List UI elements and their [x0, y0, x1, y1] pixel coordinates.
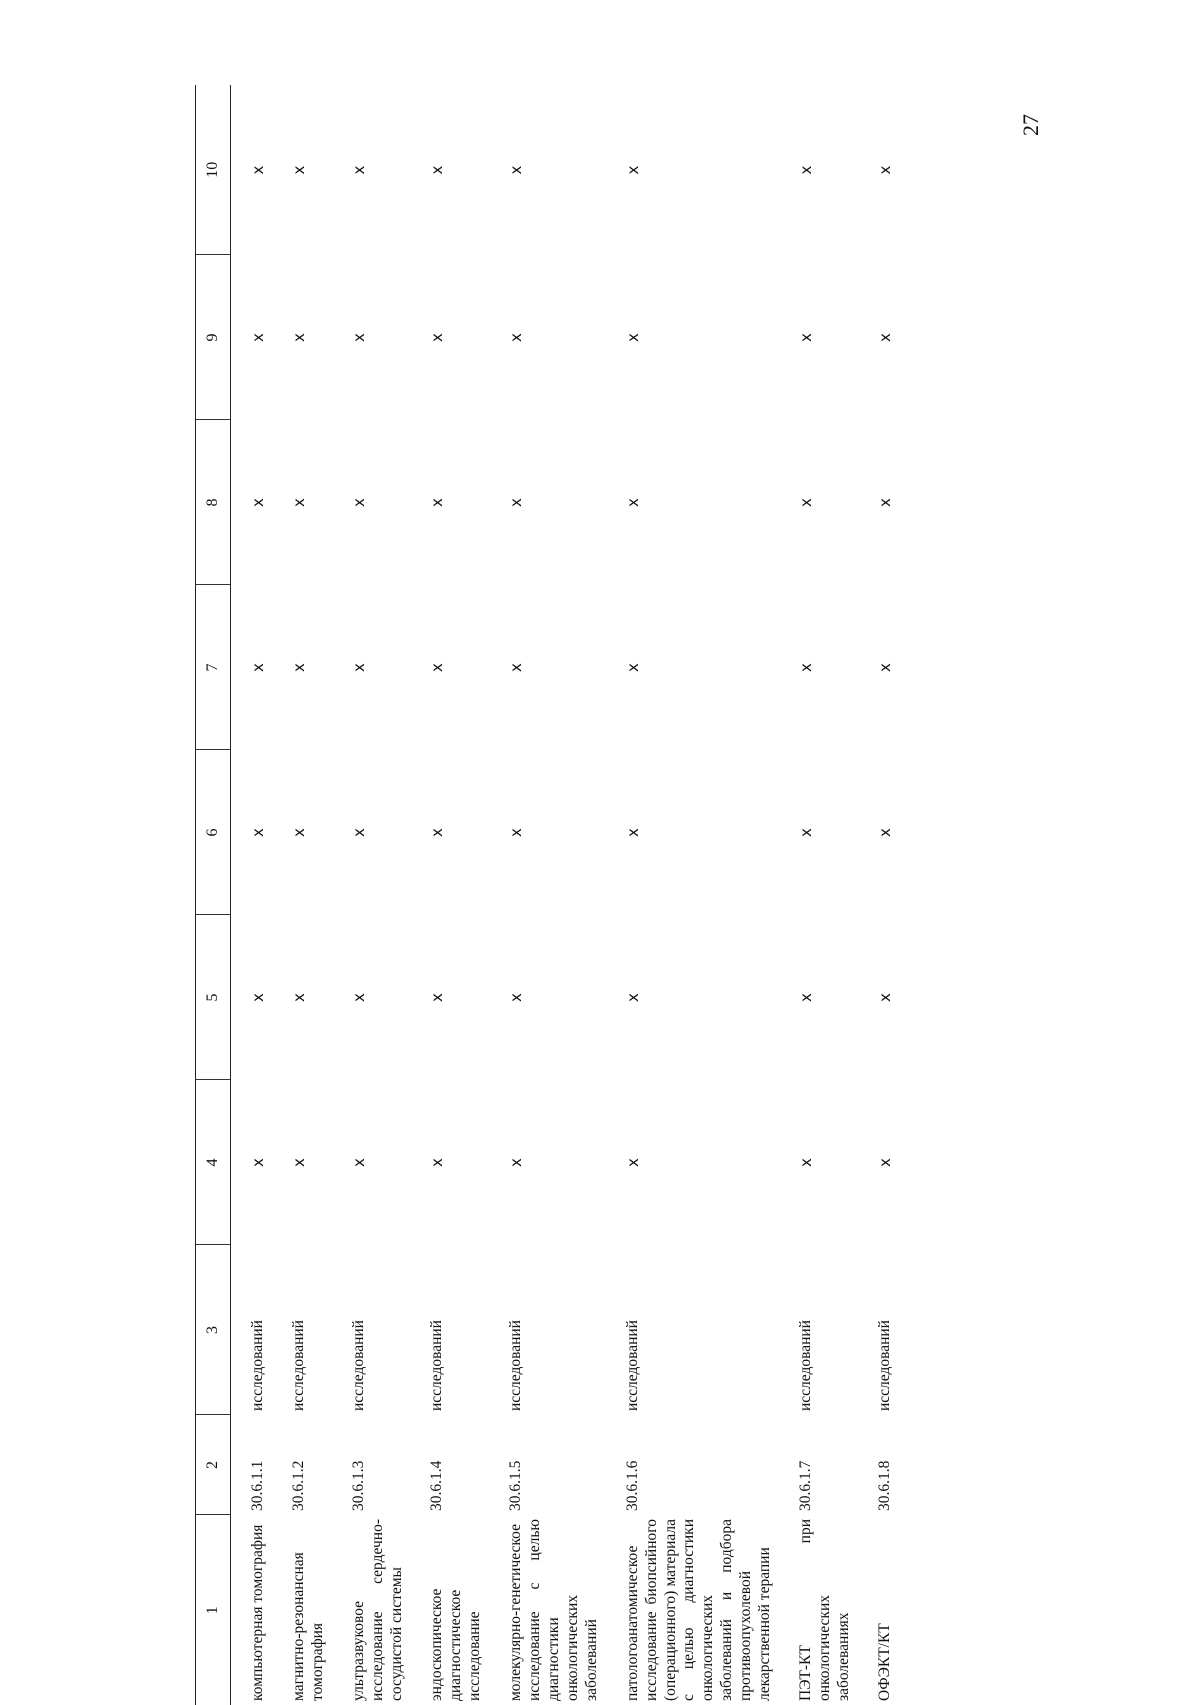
- unit-of-measure: исследований: [623, 1320, 641, 1411]
- cell-mark: х: [796, 993, 815, 1002]
- service-name: ПЭТ-КТ при онкологических заболеваниях: [796, 1519, 852, 1701]
- column-header: 6: [196, 750, 231, 915]
- service-name: компьютерная томография: [249, 1524, 266, 1701]
- table-row: [489, 85, 606, 1705]
- cell-mark: х: [796, 498, 815, 507]
- cell-mark: х: [289, 498, 308, 507]
- cell-mark: х: [249, 828, 267, 837]
- cell-mark: х: [289, 663, 308, 672]
- page-number: 27: [1018, 114, 1043, 136]
- service-name: ОФЭКТ/КТ: [875, 1623, 893, 1701]
- table-row: [332, 85, 411, 1705]
- cell-mark: х: [428, 498, 447, 507]
- cell-mark: х: [507, 165, 526, 175]
- cell-mark: х: [623, 993, 642, 1002]
- cell-mark: х: [349, 828, 368, 837]
- header-row: [196, 85, 231, 1705]
- cell-mark: х: [349, 1158, 368, 1167]
- cell-mark: х: [289, 828, 308, 837]
- cell-mark: х: [507, 993, 526, 1002]
- cell-mark: х: [428, 828, 447, 837]
- column-header: 9: [196, 255, 231, 420]
- cell-mark: х: [428, 663, 447, 672]
- table-row: [272, 85, 332, 1705]
- cell-mark: х: [875, 165, 894, 175]
- table-row: [779, 85, 858, 1705]
- cell-mark: х: [875, 1158, 894, 1167]
- cell-mark: х: [875, 828, 894, 837]
- cell-mark: х: [623, 1158, 642, 1167]
- cell-mark: х: [289, 993, 308, 1002]
- unit-of-measure: исследований: [428, 1320, 446, 1411]
- cell-mark: х: [796, 333, 815, 342]
- unit-of-measure: исследований: [796, 1320, 814, 1411]
- cell-mark: х: [875, 498, 894, 507]
- cell-mark: х: [428, 165, 447, 175]
- table-row: [606, 85, 779, 1705]
- rotated-table-container: [195, 85, 1025, 1705]
- cell-mark: х: [796, 165, 815, 175]
- cell-mark: х: [796, 663, 815, 672]
- cell-mark: х: [875, 333, 894, 342]
- cell-mark: х: [249, 333, 267, 342]
- service-name: магнитно-резонансная томография: [289, 1552, 326, 1701]
- row-code: 30.6.1.4: [428, 1460, 446, 1511]
- unit-of-measure: исследований: [249, 1320, 266, 1411]
- cell-mark: х: [623, 498, 642, 507]
- cell-mark: х: [249, 993, 267, 1002]
- service-name: ультразвуковое исследование сердечно-сосудистой системы: [349, 1519, 405, 1701]
- row-code: 30.6.1.7: [796, 1460, 814, 1511]
- row-code: 30.6.1.3: [349, 1460, 367, 1511]
- column-header: 5: [196, 915, 231, 1080]
- cell-mark: х: [623, 333, 642, 342]
- column-header: 1: [196, 1515, 231, 1705]
- cell-mark: х: [796, 1158, 815, 1167]
- row-code: 30.6.1.6: [623, 1460, 641, 1511]
- column-header: 10: [196, 85, 231, 255]
- cell-mark: х: [349, 498, 368, 507]
- cell-mark: х: [249, 498, 267, 507]
- cell-mark: х: [875, 663, 894, 672]
- unit-of-measure: исследований: [875, 1320, 893, 1411]
- cell-mark: х: [507, 1158, 526, 1167]
- cell-mark: х: [349, 663, 368, 672]
- cell-mark: х: [349, 993, 368, 1002]
- cell-mark: х: [507, 498, 526, 507]
- unit-of-measure: исследований: [349, 1320, 367, 1411]
- cell-mark: х: [507, 828, 526, 837]
- cell-mark: х: [249, 1158, 267, 1167]
- table-row: [410, 85, 489, 1705]
- service-name: патологоанатомическое исследование биопсийного (операционного) материала с целью диагностики онкологических заболеваний и подбора противоопухолевой лекарственной терапии: [623, 1519, 774, 1701]
- service-name: молекулярно-генетическое исследование с целью диагностики онкологических заболеваний: [507, 1519, 600, 1701]
- cell-mark: х: [875, 993, 894, 1002]
- row-code: 30.6.1.5: [507, 1460, 525, 1511]
- column-header: 4: [196, 1080, 231, 1245]
- column-header: 7: [196, 585, 231, 750]
- unit-of-measure: исследований: [507, 1320, 525, 1411]
- cell-mark: х: [349, 165, 368, 175]
- cell-mark: х: [249, 165, 267, 175]
- cell-mark: х: [623, 663, 642, 672]
- cell-mark: х: [623, 165, 642, 175]
- data-table: [195, 85, 899, 1705]
- cell-mark: х: [428, 1158, 447, 1167]
- column-header: 8: [196, 420, 231, 585]
- table-row: [858, 85, 899, 1705]
- cell-mark: х: [289, 165, 308, 175]
- table-row: [231, 85, 272, 1705]
- row-code: 30.6.1.2: [289, 1460, 307, 1511]
- cell-mark: х: [349, 333, 368, 342]
- cell-mark: х: [796, 828, 815, 837]
- row-code: 30.6.1.8: [875, 1460, 893, 1511]
- service-name: эндоскопическое диагностическое исследование: [428, 1588, 484, 1701]
- unit-of-measure: исследований: [289, 1320, 307, 1411]
- cell-mark: х: [428, 993, 447, 1002]
- column-header: 2: [196, 1415, 231, 1515]
- column-header: 3: [196, 1245, 231, 1415]
- cell-mark: х: [623, 828, 642, 837]
- cell-mark: х: [289, 1158, 308, 1167]
- cell-mark: х: [507, 663, 526, 672]
- cell-mark: х: [507, 333, 526, 342]
- row-code: 30.6.1.1: [249, 1460, 266, 1511]
- cell-mark: х: [428, 333, 447, 342]
- cell-mark: х: [289, 333, 308, 342]
- cell-mark: х: [249, 663, 267, 672]
